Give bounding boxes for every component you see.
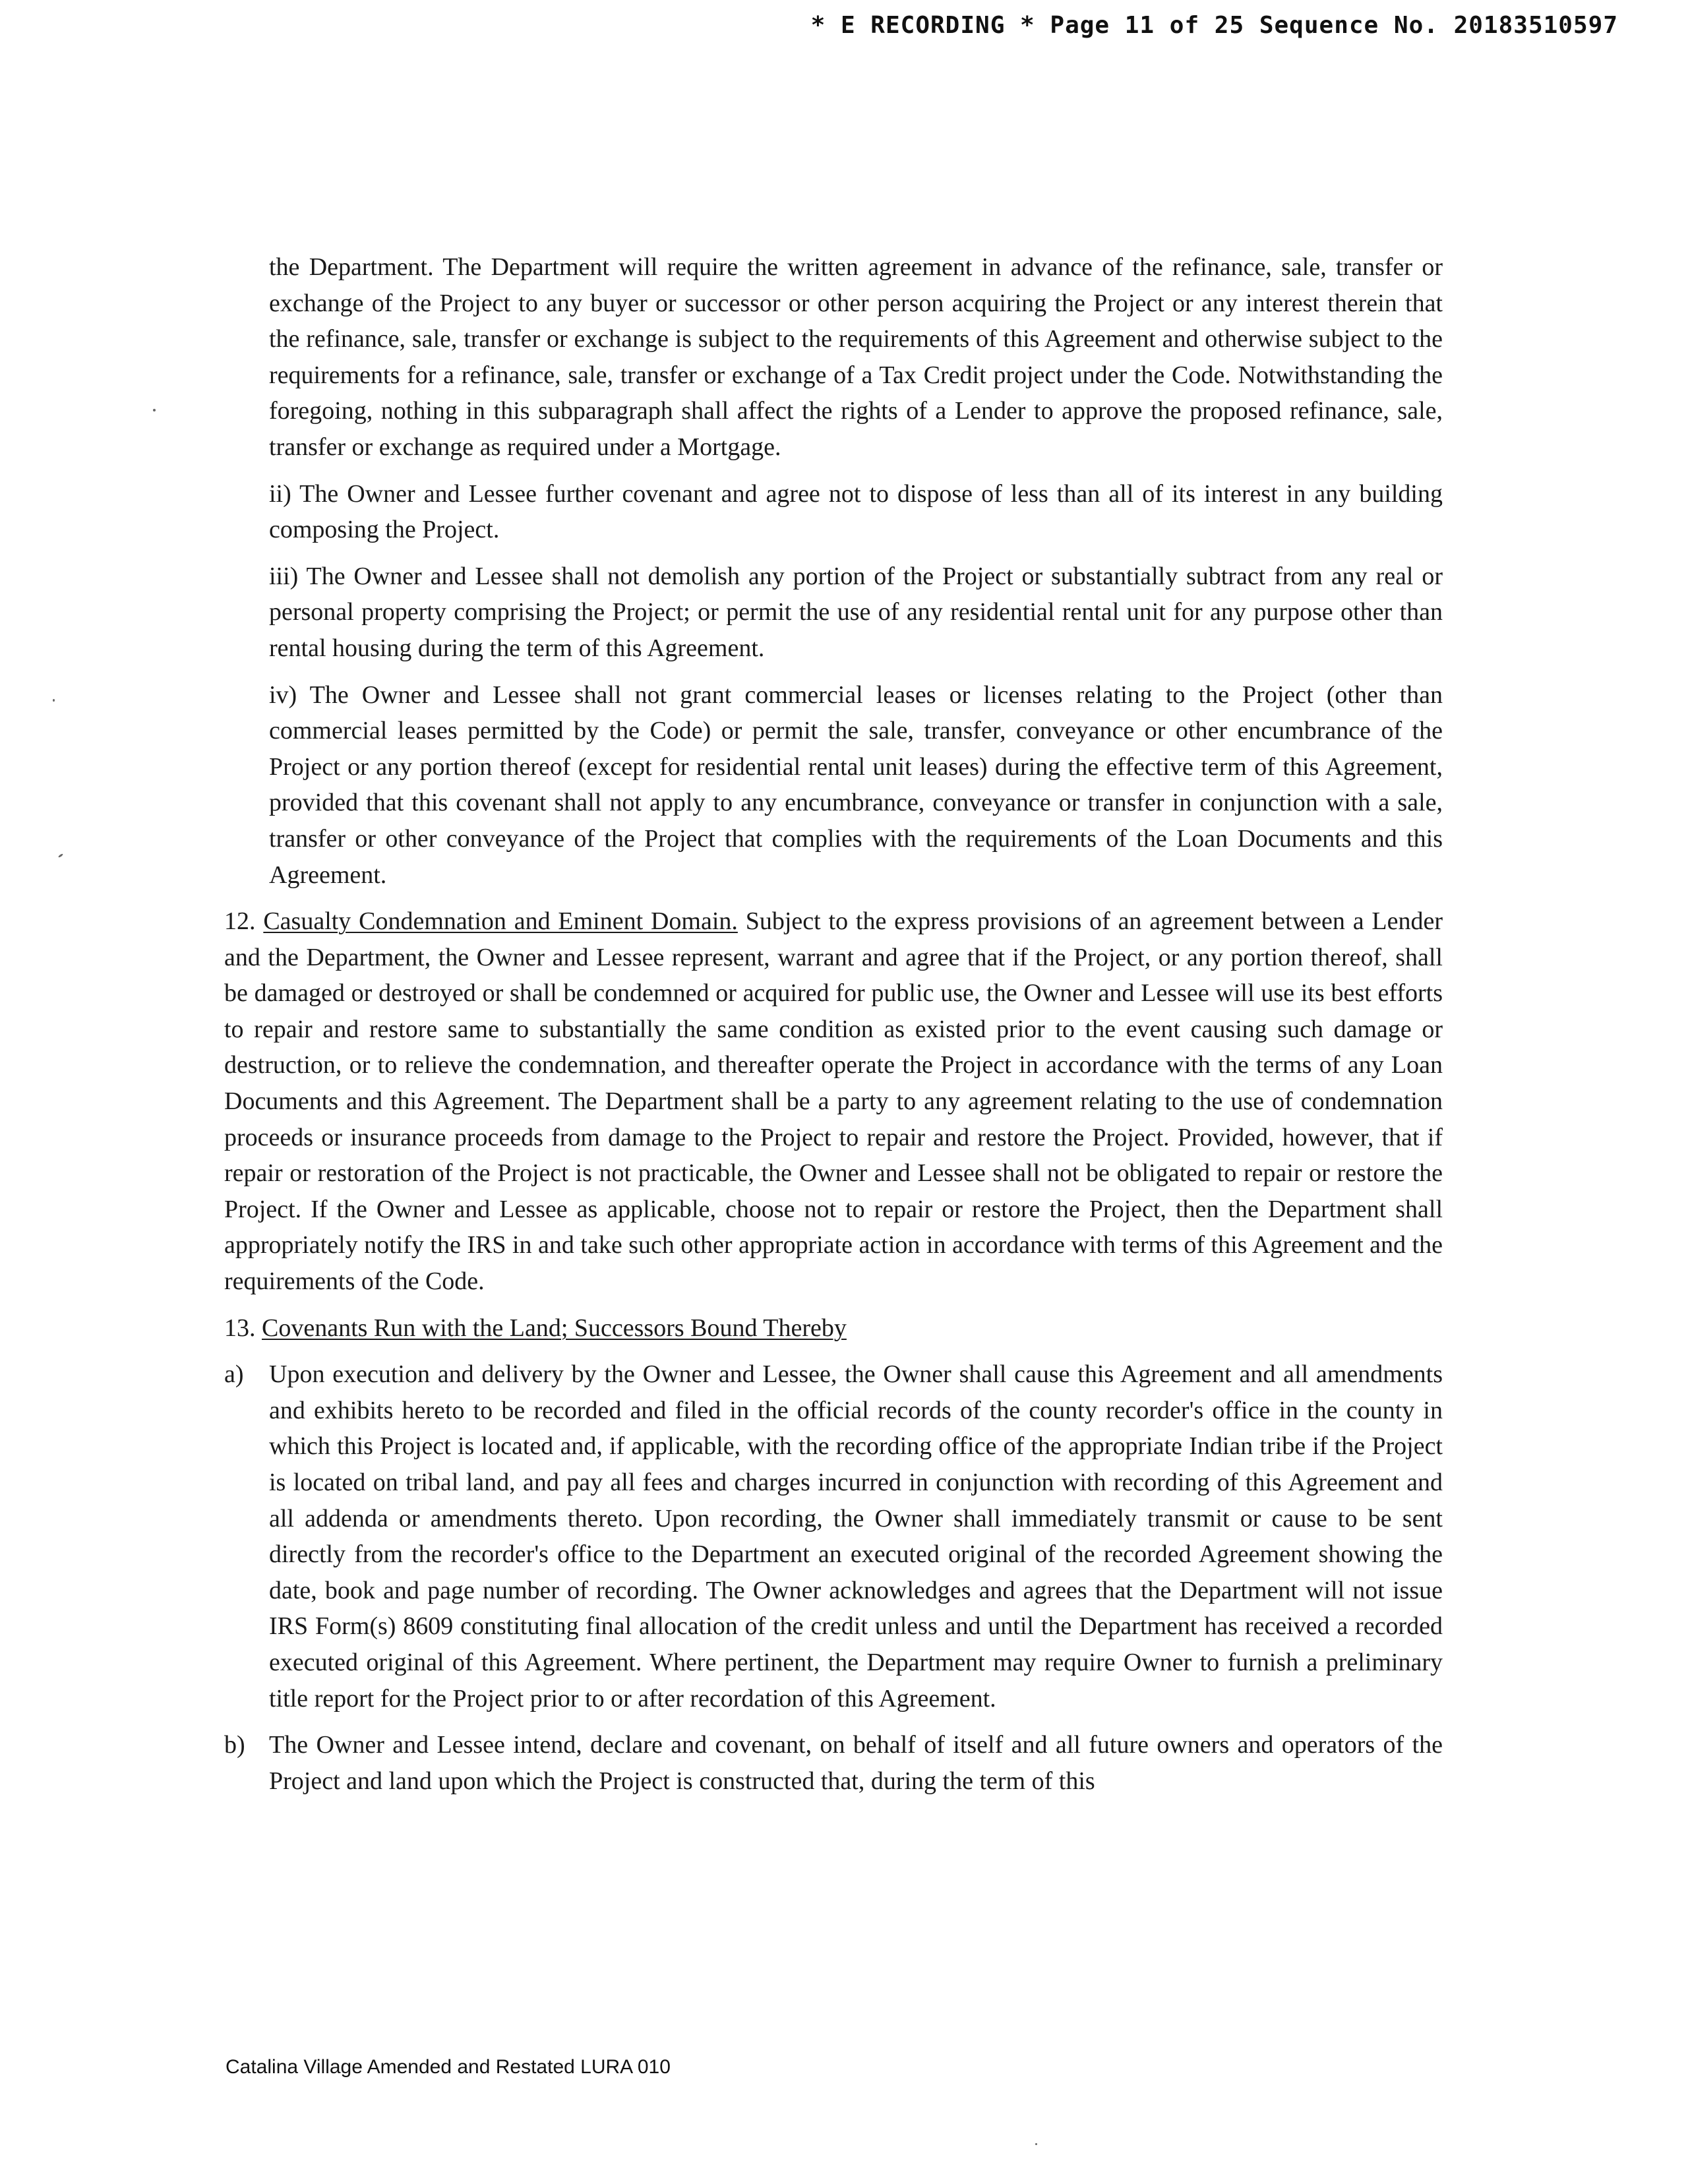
item-a-text: Upon execution and delivery by the Owner and Lessee, the Owner shall cause this Agreement and all amendments and exhibits hereto to be recorded and filed in the official records of the county recorder's office in the county in which this Project is located and, if applicable, with the recording office of the appropriate Indian tribe if the Project is located on tribal land, and pay all fees and charges incurred in conjunction with recording of this Agreement and all addenda or amendments thereto. Upon recording, the Owner shall immediately transmit or cause to be sent directly from the recorder's office to the Department an executed original of the recorded Agreement showing the date, book and page number of recording. The Owner acknowledges and agrees that the Department will not issue IRS Form(s) 8609 constituting final allocation of the credit unless and until the Department has received a recorded executed original of this Agreement. Where pertinent, the Department may require Owner to furnish a preliminary title report for the Project prior to or after recordation of this Agreement. [269, 1360, 1443, 1713]
scan-speck [1035, 2143, 1037, 2145]
section-13-number: 13. [224, 1314, 256, 1342]
item-b-marker: b) [224, 1731, 245, 1759]
section-12-text: Subject to the express provisions of an agreement between a Lender and the Department, the Owner and Lessee represent, warrant and agree that if the Project, or any portion thereof, shall be damaged or destroyed or shall be condemned or acquired for public use, the Owner and Lessee will use its best efforts to repair and restore same to substantially the same condition as existed prior to the event causing such damage or destruction, or to relieve the condemnation, and thereafter operate the Project in accordance with the terms of any Loan Documents and this Agreement. The Department shall be a party to any agreement relating to the use of condemnation proceeds or insurance proceeds from damage to the Project to repair and restore the Project. Provided, however, that if repair or restoration of the Project is not practicable, the Owner and Lessee shall not be obligated to repair or restore the Project. If the Owner and Lessee as applicable, choose not to repair or restore the Project, then the Department shall appropriately notify the IRS in and take such other appropriate action in accordance with terms of this Agreement and the requirements of the Code. [224, 907, 1443, 1296]
section-13-heading: Covenants Run with the Land; Successors Bound Thereby [262, 1314, 847, 1342]
scan-speck [58, 853, 63, 858]
subparagraph-ii: ii) The Owner and Lessee further covenant and agree not to dispose of less than all of its interest in any building composing the Project. [269, 479, 1443, 544]
subparagraph-block [269, 249, 1443, 893]
section-12-heading: Casualty Condemnation and Eminent Domain. [263, 907, 738, 936]
footer-label: Catalina Village Amended and Restated LURA 010 [226, 2056, 671, 2078]
subparagraph-iv: iv) The Owner and Lessee shall not grant commercial leases or licenses relating to the Project (other than commercial leases permitted by the Code) or permit the sale, transfer, conveyance or other encumbrance of the Project or any portion thereof (except for residential rental unit leases) during the effective term of this Agreement, provided that this covenant shall not apply to any encumbrance, conveyance or transfer in conjunction with a sale, transfer or other conveyance of the Project that complies with the requirements of the Loan Documents and this Agreement. [269, 681, 1443, 889]
section-13 [224, 1310, 1443, 1347]
item-a-marker: a) [224, 1360, 244, 1389]
continuation-paragraph: the Department. The Department will require the written agreement in advance of the refinance, sale, transfer or exchange of the Project to any buyer or successor or other person acquiring the Project or any interest therein that the refinance, sale, transfer or exchange is subject to the requirements of this Agreement and otherwise subject to the requirements for a refinance, sale, transfer or exchange of a Tax Credit project under the Code. Notwithstanding the foregoing, nothing in this subparagraph shall affect the rights of a Lender to approve the proposed refinance, sale, transfer or exchange as required under a Mortgage. [269, 253, 1443, 461]
section-12 [224, 903, 1443, 1300]
item-a [224, 1356, 1443, 1716]
section-12-number: 12. [224, 907, 256, 936]
recording-stamp: * E RECORDING * Page 11 of 25 Sequence No. 20183510597 [810, 12, 1618, 39]
scan-speck [153, 409, 156, 411]
document-body [224, 249, 1443, 1799]
scan-speck [53, 699, 55, 702]
item-b [224, 1727, 1443, 1799]
item-b-text: The Owner and Lessee intend, declare and covenant, on behalf of itself and all future owners and operators of the Project and land upon which the Project is constructed that, during the term of this [269, 1731, 1443, 1795]
subparagraph-iii: iii) The Owner and Lessee shall not demolish any portion of the Project or substantially subtract from any real or personal property comprising the Project; or permit the use of any residential rental unit for any purpose other than rental housing during the term of this Agreement. [269, 562, 1443, 662]
